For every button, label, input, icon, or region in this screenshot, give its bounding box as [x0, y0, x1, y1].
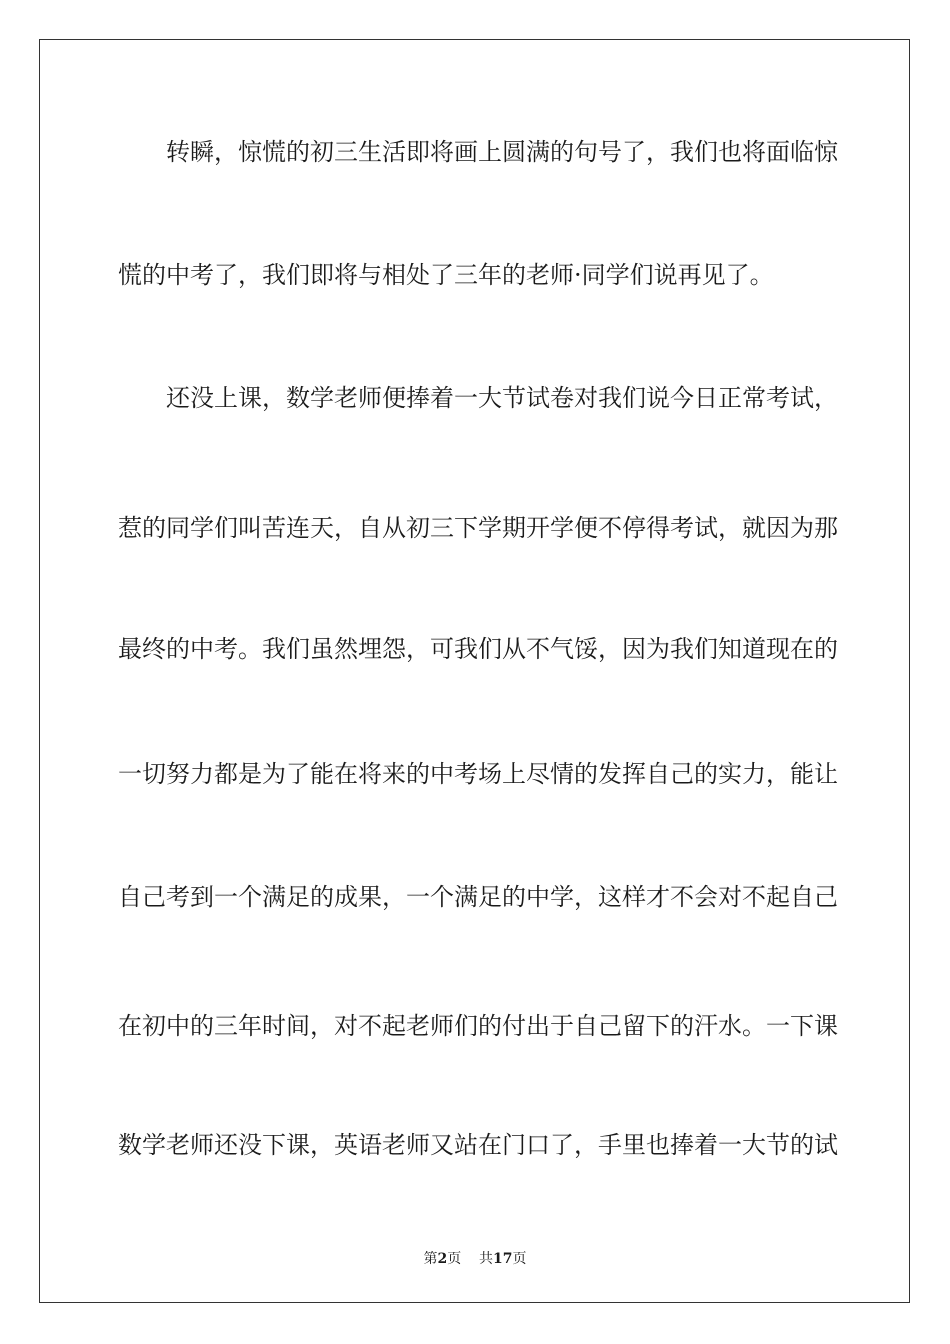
total-suffix: 页 — [512, 1251, 527, 1267]
page-number: 2 — [437, 1251, 448, 1267]
total-prefix: 共 — [479, 1251, 494, 1267]
page-border — [39, 39, 910, 1303]
text-line-2: 慌的中考了，我们即将与相处了三年的老师·同学们说再见了。 — [118, 261, 774, 289]
text-line-4: 惹的同学们叫苦连天，自从初三下学期开学便不停得考试，就因为那 — [118, 514, 838, 542]
page-prefix: 第 — [423, 1251, 438, 1267]
text-line-6: 一切努力都是为了能在将来的中考场上尽情的发挥自己的实力，能让 — [118, 760, 838, 788]
page-footer — [0, 1248, 950, 1268]
text-line-5: 最终的中考。我们虽然埋怨，可我们从不气馁，因为我们知道现在的 — [118, 635, 838, 663]
text-line-9: 数学老师还没下课，英语老师又站在门口了，手里也捧着一大节的试 — [118, 1131, 838, 1159]
total-pages: 17 — [493, 1251, 513, 1267]
text-line-1: 转瞬，惊慌的初三生活即将画上圆满的句号了，我们也将面临惊 — [166, 138, 838, 166]
text-line-8: 在初中的三年时间，对不起老师们的付出于自己留下的汗水。一下课 — [118, 1012, 838, 1040]
page-suffix: 页 — [447, 1251, 462, 1267]
text-line-7: 自己考到一个满足的成果，一个满足的中学，这样才不会对不起自己 — [118, 883, 838, 911]
text-line-3: 还没上课，数学老师便捧着一大节试卷对我们说今日正常考试， — [166, 384, 838, 412]
